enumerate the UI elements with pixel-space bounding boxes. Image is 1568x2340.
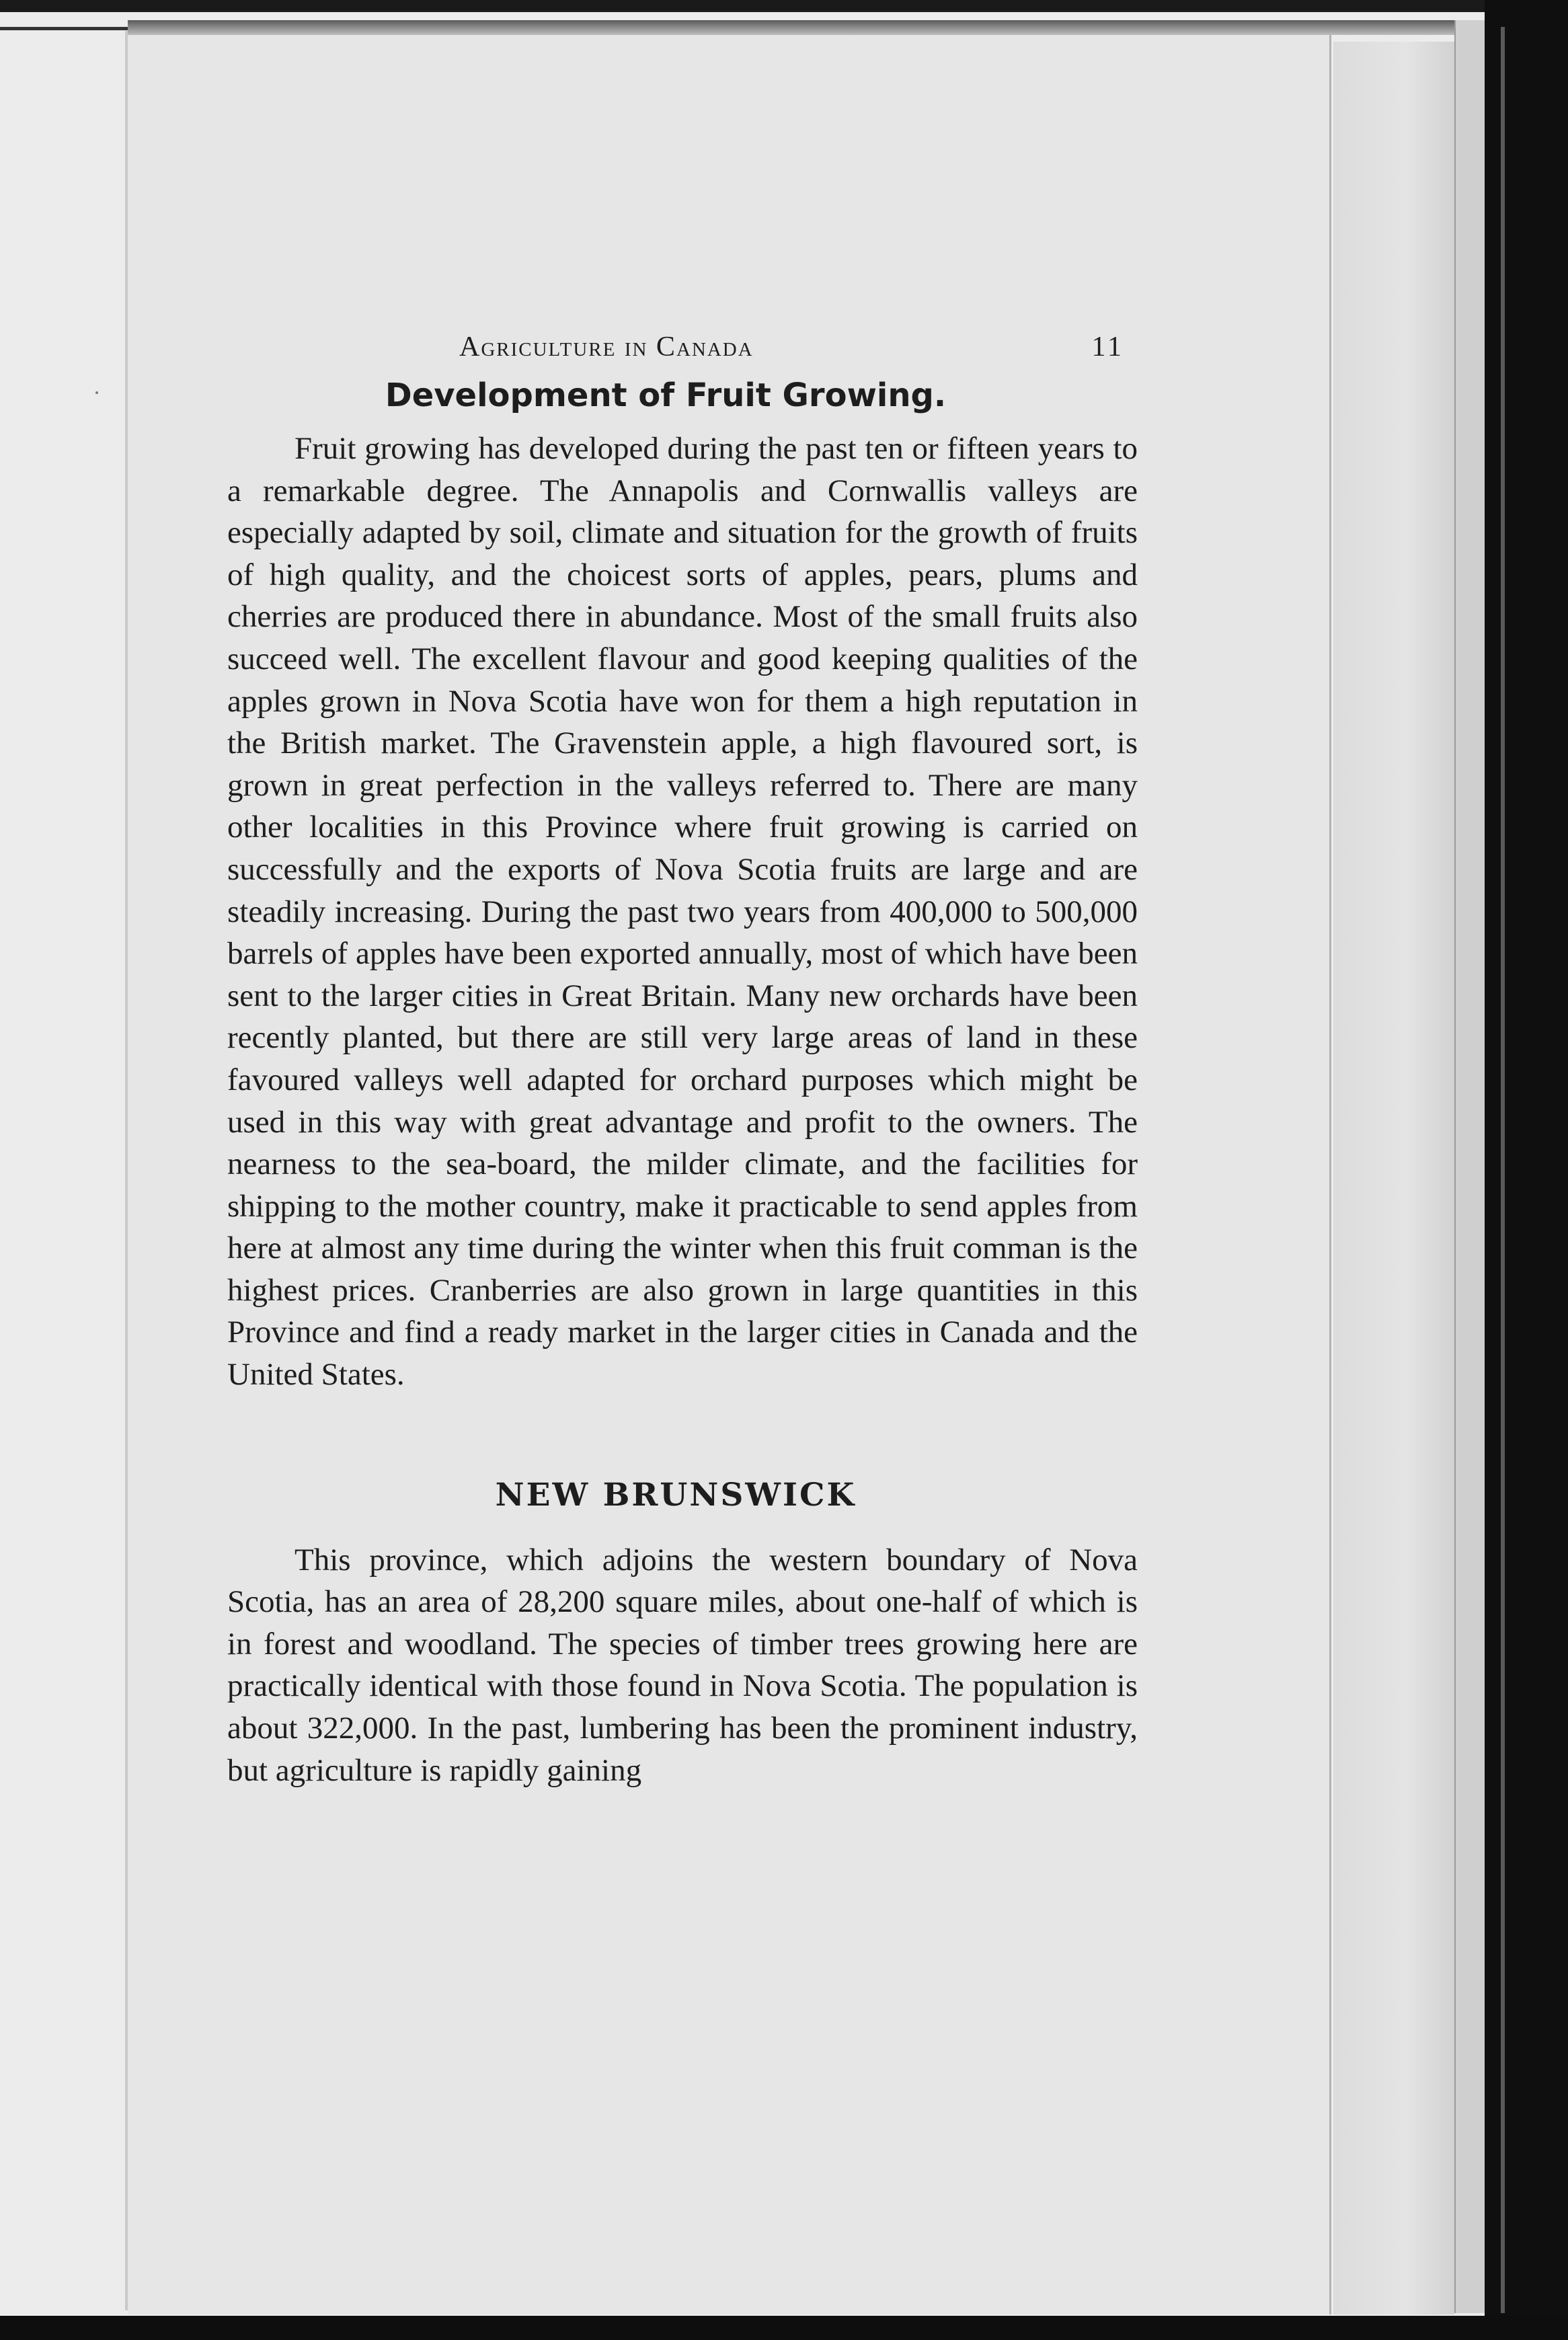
running-head xyxy=(227,323,1138,370)
scan-speck xyxy=(95,391,98,394)
paragraph-fruit-growing: Fruit growing has developed during the past ten or fifteen years to a remarkable degree. The Annapolis and Cornwallis valleys are especially adapted by soil, climate and situation for the growth of fruits of high quality, and the choicest sorts of apples, pears, plums and cherries are produced there in abundance. Most of the small fruits also succeed well. The excellent flavour and good keeping qualities of the apples grown in Nova Scotia have won for them a high reputation in the British market. The Gravenstein apple, a high flavoured sort, is grown in great perfection in the valleys referred to. There are many other localities in this Province where fruit growing is carried on successfully and the exports of Nova Scotia fruits are large and are steadily increasing. During the past two years from 400,000 to 500,000 barrels of apples have been exported annually, most of which have been sent to the larger cities in Great Britain. Many new orchards have been recently planted, but there are still very large areas of land in these favoured valleys well adapted for orchard purposes which might be used in this way with great advantage and profit to the owners. The nearness to the sea-board, the milder climate, and the facilities for shipping to the mother country, make it practicable to send apples from here at almost any time during the winter when this fruit comman is the highest prices. Cranberries are also grown in large quantities in this Province and find a ready market in the larger cities in Canada and the United States. xyxy=(227,431,1138,1393)
underlying-page-edge-outer xyxy=(1454,20,1486,2313)
scan-top-border xyxy=(0,0,1568,12)
running-head-title: Agriculture in Canada xyxy=(459,332,754,362)
underlying-page-edge xyxy=(1333,42,1454,2314)
page-content xyxy=(227,323,1138,1791)
section-title-fruit-growing: Development of Fruit Growing. xyxy=(385,377,947,414)
book-binding-edge xyxy=(1485,0,1568,2340)
paragraph-new-brunswick: This province, which adjoins the western boundary of Nova Scotia, has an area of 28,200 square miles, about one-half of which is in forest and woodland. The species of timber trees growing here are practically identical with those found in Nova Scotia. The population is about 322,000. In the past, lumbering has been the prominent industry, but agriculture is rapidly gaining xyxy=(227,1542,1138,1788)
page-top-shadow xyxy=(128,20,1486,35)
scan-bottom-border xyxy=(0,2316,1568,2340)
binding-highlight xyxy=(1501,27,1505,2313)
scan-top-rule xyxy=(0,27,141,30)
page-number: 11 xyxy=(1091,332,1124,362)
section-heading-new-brunswick: NEW BRUNSWICK xyxy=(495,1476,857,1514)
